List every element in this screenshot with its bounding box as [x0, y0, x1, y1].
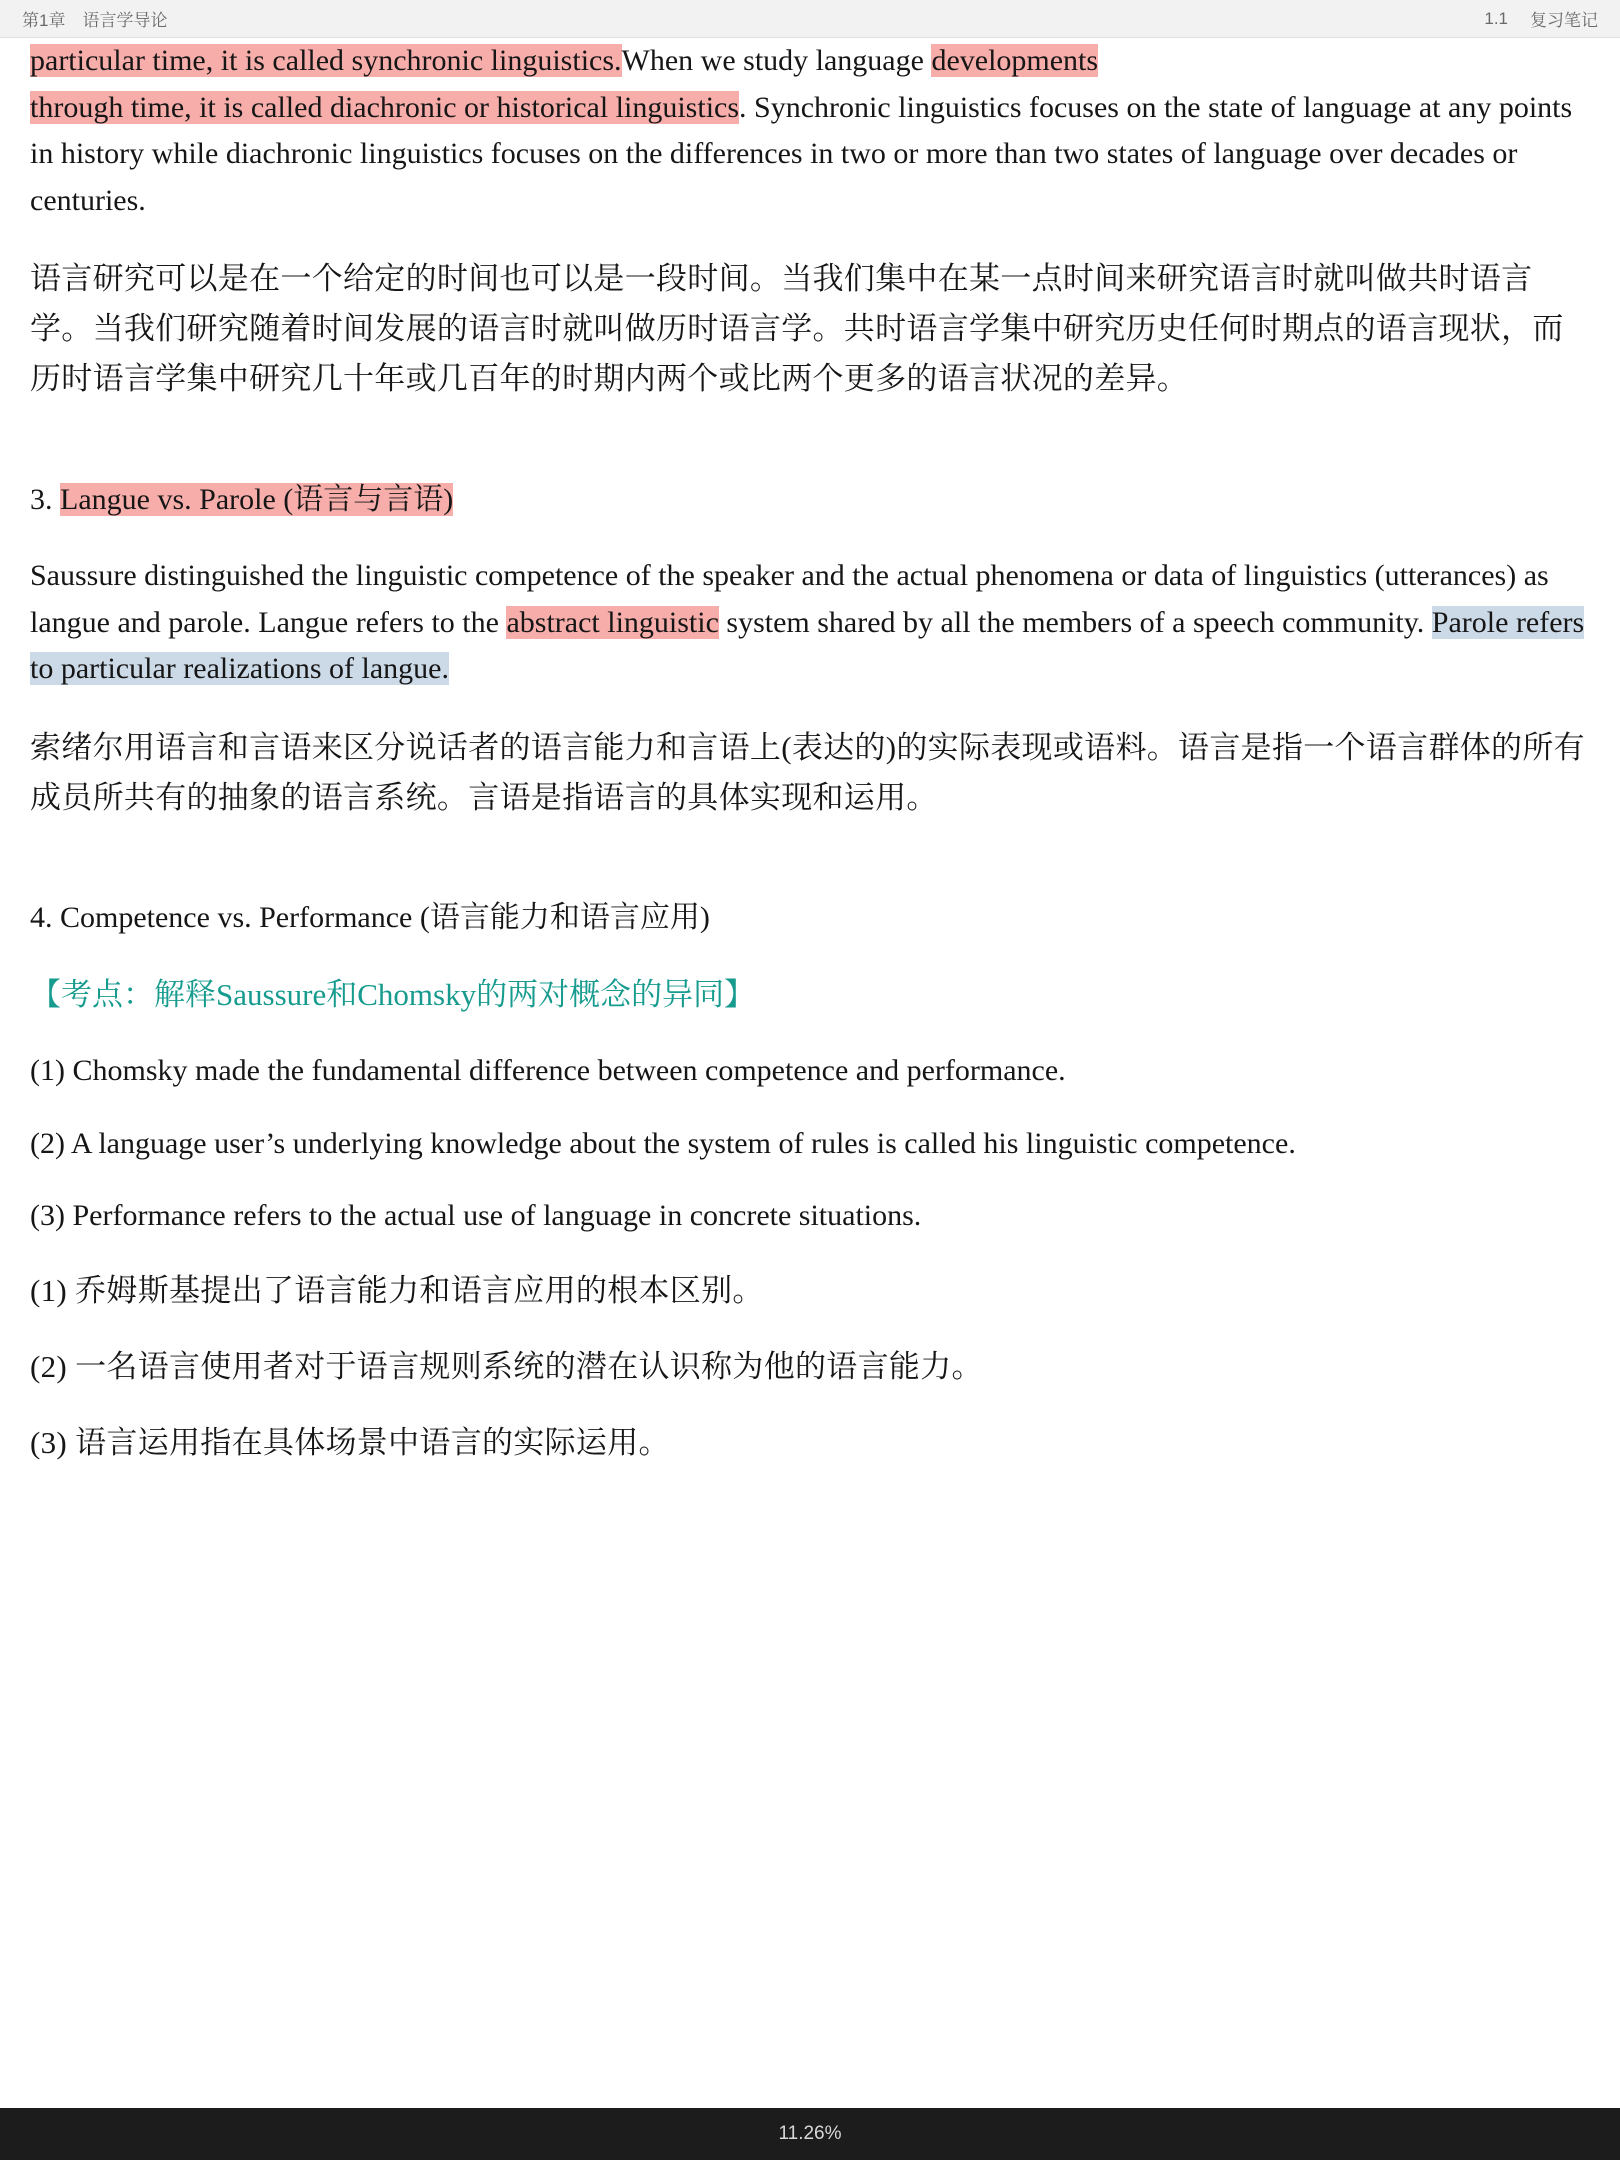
list-item-en-2: (2) A language user’s underlying knowledge about the system of rules is called his linguistic competence. [30, 1126, 1296, 1160]
paragraph-tail-synchronic: . Synchronic linguistics focuses on the state of language at any points in history while diachronic linguistics focuses on the differences in two or more than two states of language over decades or centuries. [30, 90, 1573, 217]
paragraph-saussure-part-b: system shared by all the members of a speech community. [718, 605, 1432, 639]
list-item-en-1: (1) Chomsky made the fundamental difference between competence and performance. [30, 1054, 1066, 1088]
section-spacer-2 [30, 853, 1590, 895]
heading-number-3: 3. [30, 482, 60, 516]
list-item-cn-3: (3) 语言运用指在具体场景中语言的实际运用。 [30, 1425, 670, 1461]
paragraph-saussure-langue-parole [30, 553, 1590, 693]
paragraph-chinese-langue-parole: 索绪尔用语言和言语来区分说话者的语言能力和言语上(表达的)的实际表现或语料。语言是指一个语言群体的所有成员所共有的抽象的语言系统。言语是指语言的具体实现和运用。 [30, 729, 1585, 815]
top-bar-left-group [22, 6, 167, 31]
reader-page[interactable] [0, 38, 1620, 2108]
exam-point-note: 【考点：解释Saussure和Chomsky的两对概念的异同】 [30, 976, 756, 1012]
section-spacer-1 [30, 435, 1590, 477]
highlight-red-langue-parole: Langue vs. Parole (语言与言语) [60, 482, 454, 516]
chapter-title: 第1章 语言学导论 [22, 11, 168, 30]
reading-progress-percent: 11.26% [778, 2123, 842, 2144]
reader-top-bar [0, 0, 1620, 38]
paragraph-fragment-clipped: When we study language [621, 44, 932, 77]
paragraph-synchronic-diachronic [30, 38, 1590, 224]
paragraph-chinese-synchronic: 语言研究可以是在一个给定的时间也可以是一段时间。当我们集中在某一点时间来研究语言时就叫做共时语言学。当我们研究随着时间发展的语言时就叫做历时语言学。共时语言学集中研究历史任何时期点的语言现状，而历时语言学集中研究几十年或几百年的时期内两个或比两个更多的语言状况的差异。 [30, 261, 1564, 397]
highlight-red-diachronic: through time, it is called diachronic or historical linguistics [30, 90, 740, 124]
section-label: 复习笔记 [1530, 11, 1598, 30]
highlight-red-clipped: particular time, it is called synchronic linguistics. [30, 44, 622, 77]
top-bar-right-group [1484, 6, 1598, 31]
highlight-blue-parole: Parole refers to particular realizations of langue. [30, 605, 1585, 686]
heading-langue-vs-parole [30, 477, 1590, 524]
highlight-red-developments: developments [931, 44, 1099, 77]
reader-bottom-bar[interactable] [0, 2108, 1620, 2160]
paragraph-saussure-part-a: Saussure distinguished the linguistic competence of the speaker and the actual phenomena or data of linguistics (utterances) as langue and parole. Langue refers to the [30, 559, 1549, 639]
heading-competence-vs-performance: 4. Competence vs. Performance (语言能力和语言应用) [30, 901, 710, 935]
highlight-red-abstract-linguistic: abstract linguistic [506, 605, 719, 639]
list-item-cn-2: (2) 一名语言使用者对于语言规则系统的潜在认识称为他的语言能力。 [30, 1348, 983, 1384]
list-item-cn-1: (1) 乔姆斯基提出了语言能力和语言应用的根本区别。 [30, 1272, 764, 1308]
page-content [0, 38, 1620, 1468]
list-item-en-3: (3) Performance refers to the actual use of language in concrete situations. [30, 1199, 922, 1233]
section-number: 1.1 [1484, 8, 1508, 28]
